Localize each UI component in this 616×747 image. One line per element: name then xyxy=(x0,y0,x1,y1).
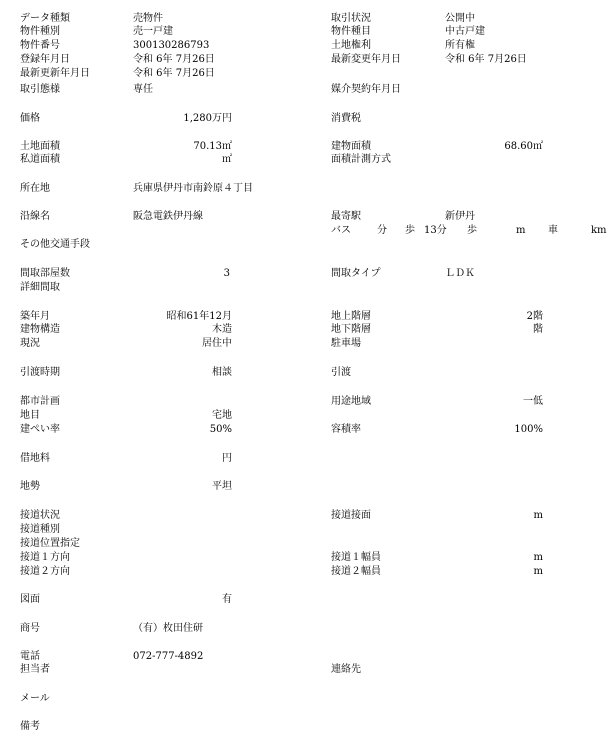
contact-label: 連絡先 xyxy=(331,664,361,675)
agency-contract-label: 媒介契約年月日 xyxy=(331,84,401,95)
property-kind-label: 物件種別 xyxy=(20,26,60,37)
changed-label: 最新変更年月日 xyxy=(331,54,401,65)
current-status-label: 現況 xyxy=(20,338,40,349)
built-label: 築年月 xyxy=(20,311,50,322)
deal-status-label: 取引状況 xyxy=(331,13,371,24)
road-designation-label: 接道位置指定 xyxy=(20,538,80,549)
registered-label: 登録年月日 xyxy=(20,54,70,65)
line-value: 阪急電鉄伊丹線 xyxy=(133,211,203,222)
property-item-value: 中古戸建 xyxy=(445,26,485,37)
property-no-value: 300130286793 xyxy=(133,40,210,51)
drawing-value: 有 xyxy=(222,594,232,605)
use-zone-value: 一低 xyxy=(523,396,543,407)
land-category-label: 地目 xyxy=(20,410,40,421)
phone-value: 072-777-4892 xyxy=(133,651,204,662)
current-status-value: 居住中 xyxy=(202,338,232,349)
use-zone-label: 用途地域 xyxy=(331,396,371,407)
location-value: 兵庫県伊丹市南鈴原４丁目 xyxy=(133,183,253,194)
built-value: 昭和61年12月 xyxy=(166,311,232,322)
layout-detail-label: 詳細間取 xyxy=(20,282,60,293)
data-type-label: データ種類 xyxy=(20,13,70,24)
updated-label: 最新更新年月日 xyxy=(20,68,90,79)
changed-value: 令和 6年 7月26日 xyxy=(445,54,527,65)
road-frontage-label: 接道接面 xyxy=(331,510,371,521)
private-road-area-label: 私道面積 xyxy=(20,154,60,165)
station-label: 最寄駅 xyxy=(331,211,361,222)
terrain-label: 地勢 xyxy=(20,481,40,492)
line-label: 沿線名 xyxy=(20,211,50,222)
road-kind-label: 接道種別 xyxy=(20,524,60,535)
walk-minutes-value: 13分 xyxy=(424,225,447,236)
road-direction-1-label: 接道１方向 xyxy=(20,552,70,563)
below-floors-label: 地下階層 xyxy=(331,324,371,335)
coverage-ratio-label: 建ぺい率 xyxy=(20,424,60,435)
rooms-label: 間取部屋数 xyxy=(20,268,70,279)
road-frontage-value: m xyxy=(533,510,543,521)
location-label: 所在地 xyxy=(20,183,50,194)
person-in-charge-label: 担当者 xyxy=(20,664,50,675)
walk-meter-unit: m xyxy=(516,225,526,236)
registered-value: 令和 6年 7月26日 xyxy=(133,54,215,65)
walk-label-1: 歩 xyxy=(405,225,415,236)
city-plan-label: 都市計画 xyxy=(20,396,60,407)
private-road-area-value: ㎡ xyxy=(222,154,232,165)
company-value: （有）枚田住研 xyxy=(133,623,203,634)
other-transport-label: その他交通手段 xyxy=(20,239,90,250)
structure-value: 木造 xyxy=(212,324,232,335)
drawing-label: 図面 xyxy=(20,594,40,605)
parking-label: 駐車場 xyxy=(331,338,361,349)
bus-minutes-unit: 分 xyxy=(377,225,387,236)
building-area-value: 68.60㎡ xyxy=(504,141,543,152)
land-right-label: 土地権利 xyxy=(331,40,371,51)
lease-fee-label: 借地料 xyxy=(20,453,50,464)
tax-label: 消費税 xyxy=(331,113,361,124)
below-floors-value: 階 xyxy=(533,324,543,335)
handover-timing-label: 引渡時期 xyxy=(20,367,60,378)
road-width-1-value: m xyxy=(533,552,543,563)
updated-value: 令和 6年 7月26日 xyxy=(133,68,215,79)
lease-fee-value: 円 xyxy=(222,453,232,464)
layout-type-label: 間取タイプ xyxy=(331,268,381,279)
walk-label-2: 歩 xyxy=(467,225,477,236)
above-floors-value: 2階 xyxy=(526,311,543,322)
deal-form-label: 取引態様 xyxy=(20,84,60,95)
terrain-value: 平坦 xyxy=(212,481,232,492)
station-value: 新伊丹 xyxy=(445,211,475,222)
above-floors-label: 地上階層 xyxy=(331,311,371,322)
price-label: 価格 xyxy=(20,113,40,124)
building-area-label: 建物面積 xyxy=(331,141,371,152)
structure-label: 建物構造 xyxy=(20,324,60,335)
deal-status-value: 公開中 xyxy=(445,13,475,24)
road-width-2-value: m xyxy=(533,566,543,577)
bus-label: バス xyxy=(331,225,351,236)
road-direction-2-label: 接道２方向 xyxy=(20,566,70,577)
road-status-label: 接道状況 xyxy=(20,510,60,521)
floor-area-ratio-label: 容積率 xyxy=(331,424,361,435)
company-label: 商号 xyxy=(20,623,40,634)
price-value: 1,280万円 xyxy=(183,113,232,124)
coverage-ratio-value: 50% xyxy=(209,424,232,435)
rooms-value: 3 xyxy=(223,268,230,279)
handover-timing-value: 相談 xyxy=(212,367,232,378)
land-category-value: 宅地 xyxy=(212,410,232,421)
remarks-label: 備考 xyxy=(20,721,40,732)
car-label: 車 xyxy=(548,225,558,236)
land-area-value: 70.13㎡ xyxy=(193,141,232,152)
layout-type-value: ＬＤＫ xyxy=(445,268,475,279)
property-item-label: 物件種目 xyxy=(331,26,371,37)
floor-area-ratio-value: 100% xyxy=(514,424,543,435)
road-width-1-label: 接道１幅員 xyxy=(331,552,381,563)
mail-label: メール xyxy=(20,693,50,704)
data-type-value: 売物件 xyxy=(133,13,163,24)
phone-label: 電話 xyxy=(20,651,40,662)
road-width-2-label: 接道２幅員 xyxy=(331,566,381,577)
land-right-value: 所有権 xyxy=(445,40,475,51)
handover-label: 引渡 xyxy=(331,367,351,378)
car-km-unit: km xyxy=(591,225,607,236)
property-no-label: 物件番号 xyxy=(20,40,60,51)
deal-form-value: 専任 xyxy=(133,84,153,95)
property-kind-value: 売一戸建 xyxy=(133,26,173,37)
measure-method-label: 面積計測方式 xyxy=(331,154,391,165)
land-area-label: 土地面積 xyxy=(20,141,60,152)
